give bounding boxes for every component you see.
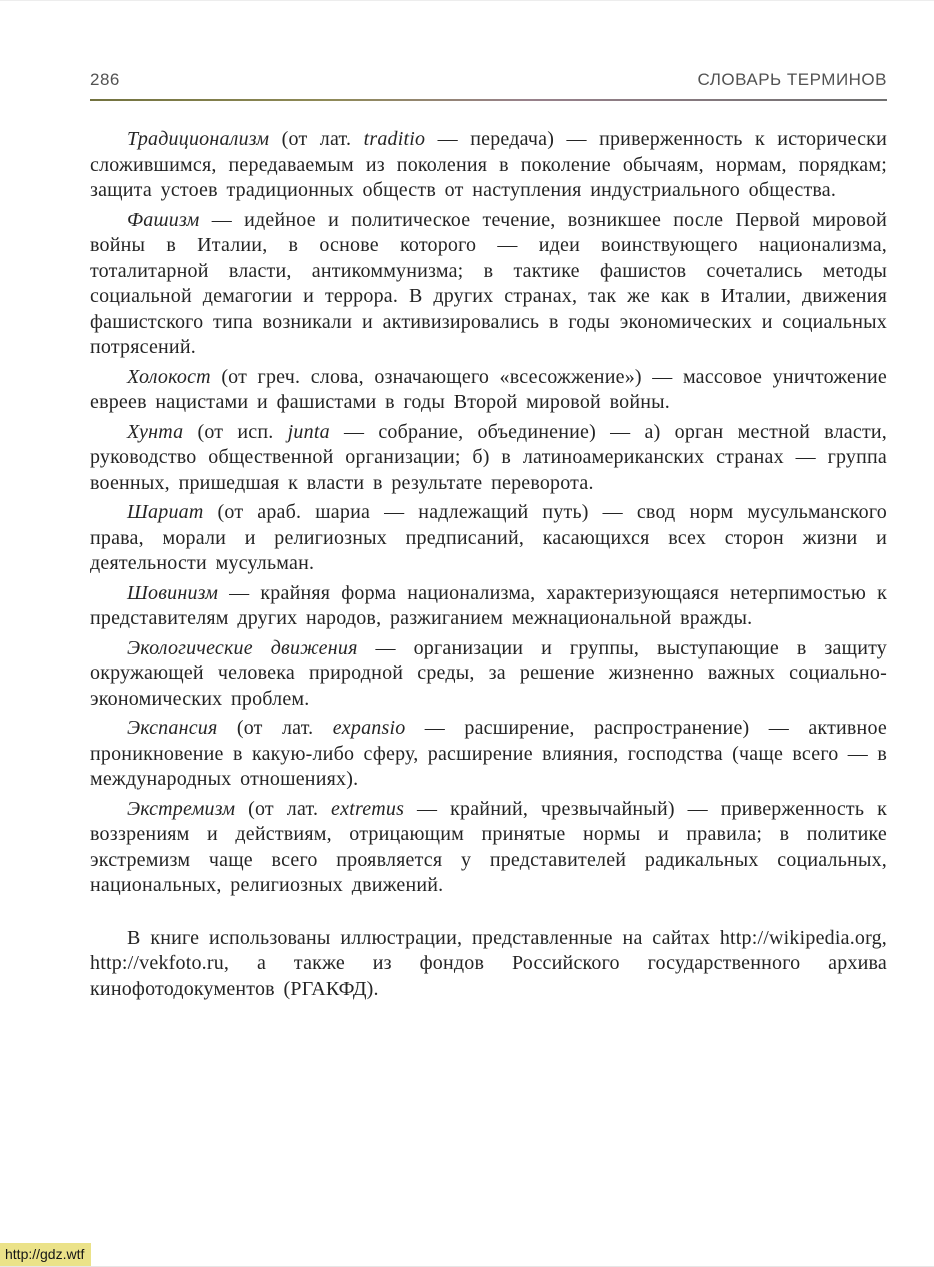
entry-body-text: (от лат. [217, 717, 333, 739]
header-rule [90, 99, 887, 101]
illustrations-note [90, 926, 887, 1003]
entry-body-text: (от греч. слова, означающего «всесожжение») — массовое уничтожение евреев нацистами и фашистами в годы Второй мировой войны. [90, 365, 887, 413]
term-italic-text: traditio [363, 128, 426, 150]
watermark-badge: http://gdz.wtf [0, 1243, 91, 1266]
term-italic-text: Фашизм [127, 208, 200, 231]
term-italic-text: Экологические движения [127, 636, 358, 659]
term-italic-text: junta [287, 420, 330, 443]
entry-body-text: — передача) — приверженность к исторически сложившимся, передаваемым из поколения в поколение обычаям, нормам, порядкам; защита устоев традиционных обществ от наступления индустриального общества. [90, 128, 887, 201]
glossary-text-block [90, 127, 887, 1002]
glossary-entry [90, 365, 887, 416]
page-header [90, 70, 887, 90]
glossary-entry [90, 208, 887, 361]
glossary-entry [90, 581, 887, 632]
entry-body-text: — идейное и политическое течение, возникшее после Первой мировой войны в Италии, в основе которого — идеи воинствующего национализма, тоталитарной власти, антикоммунизма; в тактике фашистов сочетались методы социальной демагогии и террора. В других странах, так же как в Италии, движения фашистского типа возникали и активизировались в годы экономических и социальных потрясений. [90, 208, 887, 358]
glossary-entry [90, 500, 887, 577]
page-number: 286 [90, 70, 120, 89]
term-italic-text: Шариат [127, 501, 204, 523]
term-italic-text: Холокост [127, 365, 211, 388]
glossary-entry [90, 127, 887, 204]
glossary-entry [90, 636, 887, 713]
entry-body-text: (от араб. шариа — надлежащий путь) — свод норм мусульманского права, морали и религиозных предписаний, касающихся всех сторон жизни и деятельности мусульман. [90, 501, 887, 574]
entry-body-text: — собрание, объединение) — а) орган местной власти, руководство общественной организации; б) в латиноамериканских странах — группа военных, пришедшая к власти в результате переворота. [90, 420, 887, 494]
term-italic-text: Экспансия [127, 717, 218, 739]
entry-body-text: — крайняя форма национализма, характеризующаяся нетерпимостью к представителям других народов, разжиганием межнациональной вражды. [90, 581, 887, 629]
entry-body-text: (от лат. [269, 128, 364, 150]
term-italic-text: Шовинизм [127, 581, 219, 604]
entry-body-text: В книге использованы иллюстрации, представленные на сайтах http://wikipedia.org, http://vekfoto.ru, а также из фондов Российского государственного архива кинофотодокументов (РГАКФД). [90, 926, 887, 1000]
entry-body-text: — расширение, распространение) — активное проникновение в какую-либо сферу, расширение влияния, господства (чаще всего — в международных отношениях). [90, 717, 887, 790]
term-italic-text: expansio [332, 717, 406, 739]
term-italic-text: Экстремизм [127, 797, 236, 820]
running-head-title: СЛОВАРЬ ТЕРМИНОВ [697, 70, 887, 89]
term-italic-text: extremus [331, 797, 405, 820]
book-page [90, 70, 887, 1006]
term-italic-text: Традиционализм [127, 128, 270, 150]
scan-top-edge [0, 0, 934, 1]
entry-body-text: — организации и группы, выступающие в защиту окружающей человека природной среды, за решение жизненно важных социально-экономических проблем. [90, 636, 887, 710]
glossary-entry [90, 716, 887, 793]
entry-body-text: (от исп. [183, 420, 288, 443]
entry-body-text: — крайний, чрезвычайный) — приверженность к воззрениям и действиям, отрицающим принятые нормы и правила; в политике экстремизм чаще всего проявляется у представителей радикальных социальных, национальных, религиозных движений. [90, 797, 887, 896]
glossary-entry [90, 797, 887, 899]
term-italic-text: Хунта [127, 420, 184, 443]
entry-body-text: (от лат. [235, 797, 332, 820]
glossary-entry [90, 420, 887, 497]
